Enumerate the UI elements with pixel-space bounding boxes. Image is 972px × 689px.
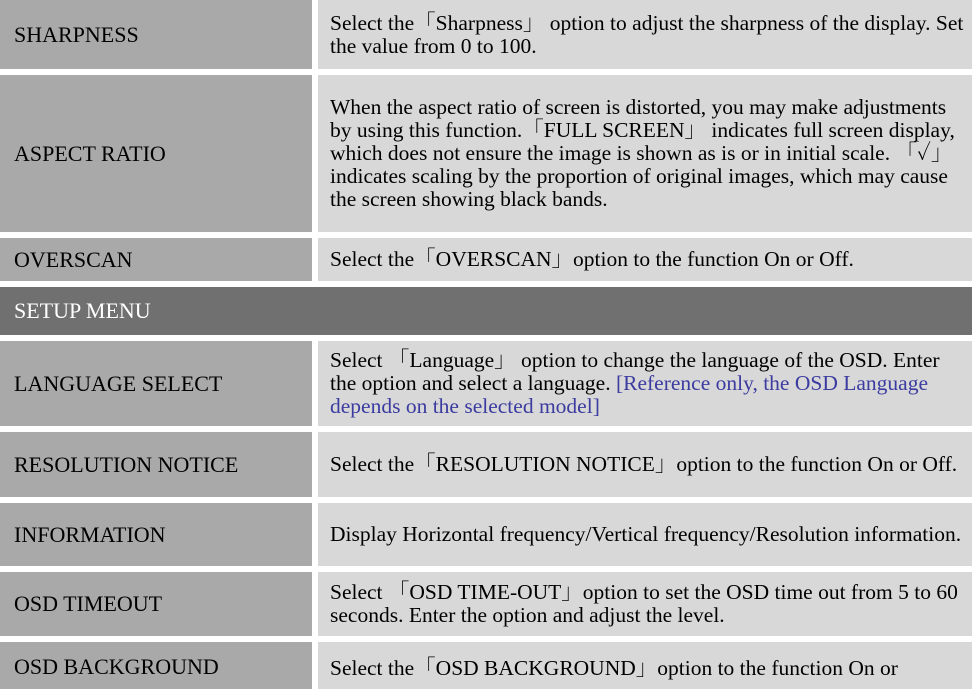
row-description: When the aspect ratio of screen is distorted, you may make adjustments by using this function.「FULL SCREEN」 indicates full screen display, which does not ensure the image is shown as is or in initial scale. 「✓」 indicates scaling by the proportion of original images, which may cause the screen showing black bands. xyxy=(318,75,972,232)
row-description: Select 「OSD TIME-OUT」option to set the OSD time out from 5 to 60 seconds. Enter the option and adjust the level. xyxy=(318,572,972,636)
row-description: Select the「RESOLUTION NOTICE」option to the function On or Off. xyxy=(318,432,972,497)
row-label: OSD TIMEOUT xyxy=(0,572,312,636)
row-label: LANGUAGE SELECT xyxy=(0,341,312,426)
row-label: RESOLUTION NOTICE xyxy=(0,432,312,497)
description-text: Select 「Language」 option to change the language of the OSD. Enter the option and select a language. xyxy=(330,348,940,395)
row-label: INFORMATION xyxy=(0,503,312,566)
row-label: OSD BACKGROUND xyxy=(0,642,312,689)
table-row-aspect-ratio xyxy=(0,75,972,232)
table-row-sharpness xyxy=(0,0,972,69)
reference-note: [Reference only, the OSD Language depends on the selected model] xyxy=(330,371,928,418)
table-row-resolution-notice xyxy=(0,432,972,497)
row-description: Select the「OSD BACKGROUND」option to the function On or xyxy=(318,642,972,689)
row-label: OVERSCAN xyxy=(0,238,312,281)
table-row-osd-timeout xyxy=(0,572,972,636)
row-description: Select the「Sharpness」 option to adjust the sharpness of the display. Set the value from 0 to 100. xyxy=(318,0,972,69)
row-description xyxy=(318,341,972,426)
table-row-information xyxy=(0,503,972,566)
row-label: SHARPNESS xyxy=(0,0,312,69)
section-header-setup-menu: SETUP MENU xyxy=(0,287,972,335)
table-row-osd-background xyxy=(0,642,972,689)
table-row-overscan xyxy=(0,238,972,281)
table-row-language-select xyxy=(0,341,972,426)
row-label: ASPECT RATIO xyxy=(0,75,312,232)
row-description: Display Horizontal frequency/Vertical frequency/Resolution information. xyxy=(318,503,972,566)
row-description: Select the「OVERSCAN」option to the function On or Off. xyxy=(318,238,972,281)
